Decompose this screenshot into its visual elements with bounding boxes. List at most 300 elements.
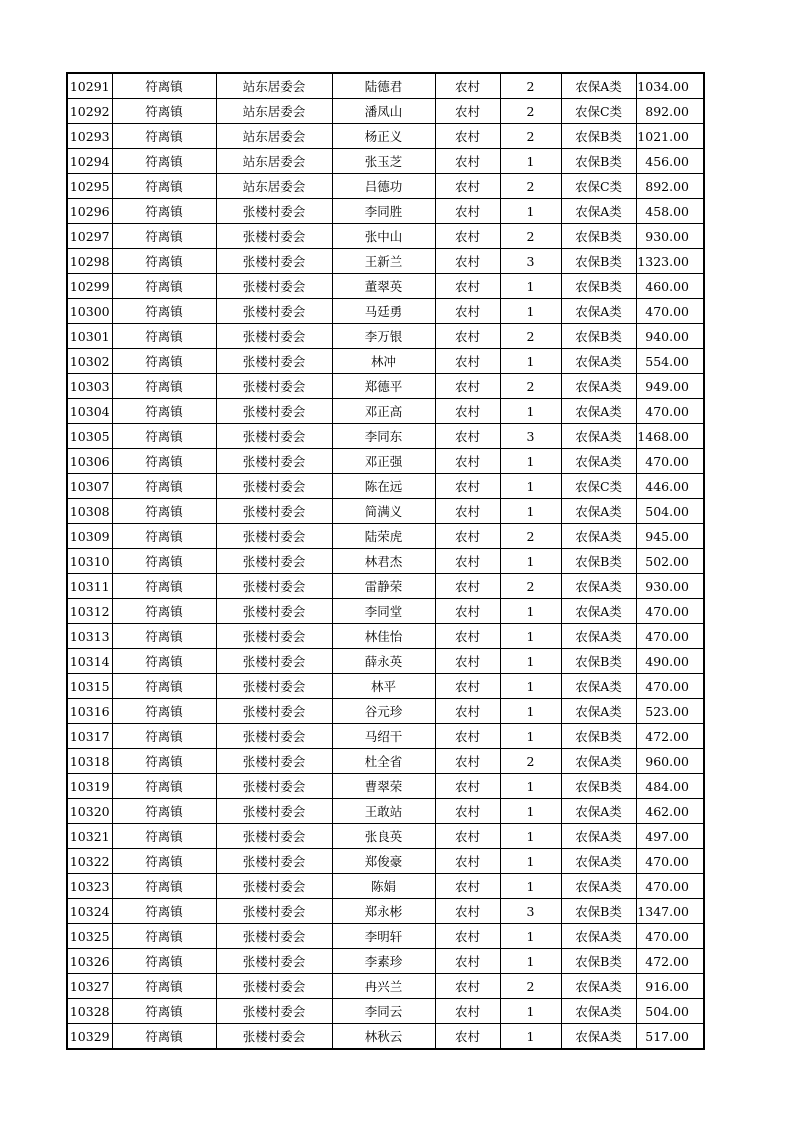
town-cell: 符离镇 <box>112 324 216 349</box>
insurance-class-cell: 农保A类 <box>561 499 636 524</box>
insurance-class-cell: 农保B类 <box>561 274 636 299</box>
town-cell: 符离镇 <box>112 874 216 899</box>
household-type-cell: 农村 <box>435 449 500 474</box>
amount-cell: 892.00 <box>636 99 704 124</box>
name-cell: 郑德平 <box>332 374 435 399</box>
town-cell: 符离镇 <box>112 199 216 224</box>
record-id-cell: 10312 <box>67 599 112 624</box>
town-cell: 符离镇 <box>112 749 216 774</box>
household-type-cell: 农村 <box>435 99 500 124</box>
household-type-cell: 农村 <box>435 674 500 699</box>
record-id-cell: 10311 <box>67 574 112 599</box>
committee-cell: 张楼村委会 <box>216 274 332 299</box>
town-cell: 符离镇 <box>112 849 216 874</box>
town-cell: 符离镇 <box>112 73 216 99</box>
amount-cell: 470.00 <box>636 299 704 324</box>
record-id-cell: 10318 <box>67 749 112 774</box>
table-row <box>67 349 704 374</box>
committee-cell: 张楼村委会 <box>216 924 332 949</box>
name-cell: 雷静荣 <box>332 574 435 599</box>
member-count-cell: 1 <box>500 924 561 949</box>
amount-cell: 484.00 <box>636 774 704 799</box>
household-type-cell: 农村 <box>435 374 500 399</box>
committee-cell: 张楼村委会 <box>216 324 332 349</box>
table-row <box>67 749 704 774</box>
amount-cell: 1347.00 <box>636 899 704 924</box>
record-id-cell: 10300 <box>67 299 112 324</box>
name-cell: 林佳怡 <box>332 624 435 649</box>
household-type-cell: 农村 <box>435 174 500 199</box>
household-type-cell: 农村 <box>435 799 500 824</box>
name-cell: 李同堂 <box>332 599 435 624</box>
insurance-class-cell: 农保A类 <box>561 824 636 849</box>
record-id-cell: 10313 <box>67 624 112 649</box>
committee-cell: 张楼村委会 <box>216 499 332 524</box>
amount-cell: 554.00 <box>636 349 704 374</box>
register-sheet <box>66 72 705 1050</box>
insurance-class-cell: 农保B类 <box>561 949 636 974</box>
household-type-cell: 农村 <box>435 874 500 899</box>
insurance-class-cell: 农保A类 <box>561 199 636 224</box>
town-cell: 符离镇 <box>112 674 216 699</box>
member-count-cell: 1 <box>500 1024 561 1050</box>
name-cell: 郑俊豪 <box>332 849 435 874</box>
committee-cell: 张楼村委会 <box>216 999 332 1024</box>
name-cell: 李素珍 <box>332 949 435 974</box>
insurance-class-cell: 农保A类 <box>561 924 636 949</box>
member-count-cell: 2 <box>500 324 561 349</box>
insurance-class-cell: 农保A类 <box>561 749 636 774</box>
household-type-cell: 农村 <box>435 73 500 99</box>
record-id-cell: 10321 <box>67 824 112 849</box>
table-row <box>67 73 704 99</box>
table-row <box>67 874 704 899</box>
amount-cell: 472.00 <box>636 724 704 749</box>
table-row <box>67 149 704 174</box>
committee-cell: 张楼村委会 <box>216 399 332 424</box>
table-row <box>67 374 704 399</box>
insurance-class-cell: 农保B类 <box>561 149 636 174</box>
town-cell: 符离镇 <box>112 824 216 849</box>
name-cell: 陈在远 <box>332 474 435 499</box>
member-count-cell: 2 <box>500 574 561 599</box>
table-row <box>67 299 704 324</box>
household-type-cell: 农村 <box>435 524 500 549</box>
committee-cell: 站东居委会 <box>216 99 332 124</box>
insurance-class-cell: 农保A类 <box>561 799 636 824</box>
member-count-cell: 1 <box>500 699 561 724</box>
committee-cell: 张楼村委会 <box>216 599 332 624</box>
table-row <box>67 424 704 449</box>
town-cell: 符离镇 <box>112 774 216 799</box>
insurance-class-cell: 农保B类 <box>561 249 636 274</box>
member-count-cell: 1 <box>500 949 561 974</box>
record-id-cell: 10295 <box>67 174 112 199</box>
table-row <box>67 624 704 649</box>
insurance-class-cell: 农保A类 <box>561 999 636 1024</box>
insurance-class-cell: 农保A类 <box>561 524 636 549</box>
household-type-cell: 农村 <box>435 549 500 574</box>
household-type-cell: 农村 <box>435 649 500 674</box>
committee-cell: 站东居委会 <box>216 174 332 199</box>
town-cell: 符离镇 <box>112 949 216 974</box>
committee-cell: 张楼村委会 <box>216 374 332 399</box>
insurance-class-cell: 农保A类 <box>561 574 636 599</box>
household-type-cell: 农村 <box>435 774 500 799</box>
name-cell: 林君杰 <box>332 549 435 574</box>
town-cell: 符离镇 <box>112 249 216 274</box>
member-count-cell: 2 <box>500 749 561 774</box>
member-count-cell: 1 <box>500 274 561 299</box>
household-type-cell: 农村 <box>435 349 500 374</box>
amount-cell: 1021.00 <box>636 124 704 149</box>
table-row <box>67 574 704 599</box>
amount-cell: 470.00 <box>636 399 704 424</box>
town-cell: 符离镇 <box>112 149 216 174</box>
name-cell: 李同云 <box>332 999 435 1024</box>
table-row <box>67 899 704 924</box>
table-row <box>67 99 704 124</box>
record-id-cell: 10320 <box>67 799 112 824</box>
committee-cell: 站东居委会 <box>216 124 332 149</box>
name-cell: 郑永彬 <box>332 899 435 924</box>
insurance-class-cell: 农保C类 <box>561 474 636 499</box>
town-cell: 符离镇 <box>112 499 216 524</box>
committee-cell: 张楼村委会 <box>216 649 332 674</box>
member-count-cell: 2 <box>500 224 561 249</box>
record-id-cell: 10303 <box>67 374 112 399</box>
committee-cell: 张楼村委会 <box>216 474 332 499</box>
name-cell: 陆荣虎 <box>332 524 435 549</box>
committee-cell: 张楼村委会 <box>216 749 332 774</box>
table-row <box>67 649 704 674</box>
table-row <box>67 774 704 799</box>
amount-cell: 940.00 <box>636 324 704 349</box>
amount-cell: 1468.00 <box>636 424 704 449</box>
committee-cell: 张楼村委会 <box>216 449 332 474</box>
insurance-class-cell: 农保B类 <box>561 549 636 574</box>
household-type-cell: 农村 <box>435 299 500 324</box>
insurance-class-cell: 农保B类 <box>561 324 636 349</box>
amount-cell: 960.00 <box>636 749 704 774</box>
name-cell: 冉兴兰 <box>332 974 435 999</box>
member-count-cell: 1 <box>500 149 561 174</box>
town-cell: 符离镇 <box>112 624 216 649</box>
table-row <box>67 849 704 874</box>
name-cell: 曹翠荣 <box>332 774 435 799</box>
amount-cell: 472.00 <box>636 949 704 974</box>
member-count-cell: 1 <box>500 774 561 799</box>
name-cell: 董翠英 <box>332 274 435 299</box>
record-id-cell: 10317 <box>67 724 112 749</box>
member-count-cell: 1 <box>500 649 561 674</box>
record-id-cell: 10322 <box>67 849 112 874</box>
committee-cell: 张楼村委会 <box>216 1024 332 1050</box>
town-cell: 符离镇 <box>112 174 216 199</box>
amount-cell: 470.00 <box>636 624 704 649</box>
member-count-cell: 1 <box>500 474 561 499</box>
household-type-cell: 农村 <box>435 599 500 624</box>
table-row <box>67 399 704 424</box>
amount-cell: 949.00 <box>636 374 704 399</box>
member-count-cell: 1 <box>500 499 561 524</box>
record-id-cell: 10298 <box>67 249 112 274</box>
amount-cell: 462.00 <box>636 799 704 824</box>
town-cell: 符离镇 <box>112 924 216 949</box>
household-type-cell: 农村 <box>435 149 500 174</box>
committee-cell: 张楼村委会 <box>216 824 332 849</box>
committee-cell: 张楼村委会 <box>216 249 332 274</box>
household-type-cell: 农村 <box>435 999 500 1024</box>
record-id-cell: 10308 <box>67 499 112 524</box>
record-id-cell: 10291 <box>67 73 112 99</box>
member-count-cell: 1 <box>500 549 561 574</box>
record-id-cell: 10306 <box>67 449 112 474</box>
amount-cell: 502.00 <box>636 549 704 574</box>
amount-cell: 470.00 <box>636 849 704 874</box>
household-type-cell: 农村 <box>435 899 500 924</box>
member-count-cell: 1 <box>500 349 561 374</box>
amount-cell: 456.00 <box>636 149 704 174</box>
committee-cell: 张楼村委会 <box>216 874 332 899</box>
record-id-cell: 10305 <box>67 424 112 449</box>
amount-cell: 470.00 <box>636 874 704 899</box>
household-type-cell: 农村 <box>435 424 500 449</box>
insurance-class-cell: 农保A类 <box>561 449 636 474</box>
town-cell: 符离镇 <box>112 524 216 549</box>
insurance-class-cell: 农保A类 <box>561 599 636 624</box>
table-row <box>67 124 704 149</box>
household-type-cell: 农村 <box>435 1024 500 1050</box>
town-cell: 符离镇 <box>112 599 216 624</box>
household-type-cell: 农村 <box>435 199 500 224</box>
table-row <box>67 549 704 574</box>
name-cell: 邓正高 <box>332 399 435 424</box>
member-count-cell: 2 <box>500 524 561 549</box>
table-row <box>67 324 704 349</box>
household-type-cell: 农村 <box>435 324 500 349</box>
name-cell: 王新兰 <box>332 249 435 274</box>
table-row <box>67 224 704 249</box>
committee-cell: 张楼村委会 <box>216 974 332 999</box>
amount-cell: 930.00 <box>636 224 704 249</box>
name-cell: 李万银 <box>332 324 435 349</box>
member-count-cell: 1 <box>500 849 561 874</box>
town-cell: 符离镇 <box>112 399 216 424</box>
household-type-cell: 农村 <box>435 724 500 749</box>
table-row <box>67 974 704 999</box>
committee-cell: 站东居委会 <box>216 149 332 174</box>
table-row <box>67 449 704 474</box>
committee-cell: 张楼村委会 <box>216 899 332 924</box>
record-id-cell: 10299 <box>67 274 112 299</box>
table-row <box>67 199 704 224</box>
amount-cell: 490.00 <box>636 649 704 674</box>
insurance-class-cell: 农保C类 <box>561 174 636 199</box>
insurance-class-cell: 农保A类 <box>561 349 636 374</box>
town-cell: 符离镇 <box>112 899 216 924</box>
table-row <box>67 949 704 974</box>
town-cell: 符离镇 <box>112 1024 216 1050</box>
committee-cell: 张楼村委会 <box>216 224 332 249</box>
table-row <box>67 724 704 749</box>
town-cell: 符离镇 <box>112 699 216 724</box>
name-cell: 简满义 <box>332 499 435 524</box>
table-row <box>67 274 704 299</box>
table-row <box>67 474 704 499</box>
member-count-cell: 3 <box>500 249 561 274</box>
insurance-class-cell: 农保A类 <box>561 374 636 399</box>
record-id-cell: 10294 <box>67 149 112 174</box>
table-row <box>67 699 704 724</box>
member-count-cell: 1 <box>500 199 561 224</box>
member-count-cell: 1 <box>500 874 561 899</box>
insurance-class-cell: 农保A类 <box>561 399 636 424</box>
household-type-cell: 农村 <box>435 274 500 299</box>
committee-cell: 张楼村委会 <box>216 574 332 599</box>
member-count-cell: 3 <box>500 424 561 449</box>
record-id-cell: 10315 <box>67 674 112 699</box>
name-cell: 杜全省 <box>332 749 435 774</box>
committee-cell: 张楼村委会 <box>216 724 332 749</box>
town-cell: 符离镇 <box>112 224 216 249</box>
record-id-cell: 10296 <box>67 199 112 224</box>
record-id-cell: 10324 <box>67 899 112 924</box>
amount-cell: 446.00 <box>636 474 704 499</box>
town-cell: 符离镇 <box>112 549 216 574</box>
record-id-cell: 10297 <box>67 224 112 249</box>
table-row <box>67 1024 704 1050</box>
table-row <box>67 174 704 199</box>
amount-cell: 892.00 <box>636 174 704 199</box>
name-cell: 林平 <box>332 674 435 699</box>
amount-cell: 458.00 <box>636 199 704 224</box>
amount-cell: 470.00 <box>636 449 704 474</box>
member-count-cell: 2 <box>500 99 561 124</box>
member-count-cell: 1 <box>500 624 561 649</box>
member-count-cell: 1 <box>500 599 561 624</box>
amount-cell: 470.00 <box>636 599 704 624</box>
household-type-cell: 农村 <box>435 574 500 599</box>
household-type-cell: 农村 <box>435 124 500 149</box>
name-cell: 邓正强 <box>332 449 435 474</box>
name-cell: 张玉芝 <box>332 149 435 174</box>
name-cell: 谷元珍 <box>332 699 435 724</box>
insurance-class-cell: 农保A类 <box>561 674 636 699</box>
insurance-class-cell: 农保B类 <box>561 224 636 249</box>
town-cell: 符离镇 <box>112 99 216 124</box>
register-table <box>66 72 705 1050</box>
table-row <box>67 824 704 849</box>
household-type-cell: 农村 <box>435 949 500 974</box>
insurance-class-cell: 农保A类 <box>561 299 636 324</box>
committee-cell: 张楼村委会 <box>216 299 332 324</box>
committee-cell: 张楼村委会 <box>216 424 332 449</box>
name-cell: 杨正义 <box>332 124 435 149</box>
name-cell: 马廷勇 <box>332 299 435 324</box>
town-cell: 符离镇 <box>112 724 216 749</box>
amount-cell: 916.00 <box>636 974 704 999</box>
member-count-cell: 1 <box>500 449 561 474</box>
amount-cell: 523.00 <box>636 699 704 724</box>
name-cell: 潘凤山 <box>332 99 435 124</box>
committee-cell: 张楼村委会 <box>216 349 332 374</box>
record-id-cell: 10307 <box>67 474 112 499</box>
table-row <box>67 499 704 524</box>
name-cell: 李同东 <box>332 424 435 449</box>
name-cell: 林秋云 <box>332 1024 435 1050</box>
name-cell: 林冲 <box>332 349 435 374</box>
insurance-class-cell: 农保A类 <box>561 424 636 449</box>
amount-cell: 945.00 <box>636 524 704 549</box>
amount-cell: 930.00 <box>636 574 704 599</box>
insurance-class-cell: 农保B类 <box>561 124 636 149</box>
name-cell: 李同胜 <box>332 199 435 224</box>
household-type-cell: 农村 <box>435 499 500 524</box>
household-type-cell: 农村 <box>435 224 500 249</box>
record-id-cell: 10319 <box>67 774 112 799</box>
amount-cell: 517.00 <box>636 1024 704 1050</box>
record-id-cell: 10323 <box>67 874 112 899</box>
record-id-cell: 10328 <box>67 999 112 1024</box>
record-id-cell: 10293 <box>67 124 112 149</box>
committee-cell: 张楼村委会 <box>216 624 332 649</box>
amount-cell: 1323.00 <box>636 249 704 274</box>
town-cell: 符离镇 <box>112 574 216 599</box>
household-type-cell: 农村 <box>435 824 500 849</box>
member-count-cell: 1 <box>500 824 561 849</box>
town-cell: 符离镇 <box>112 799 216 824</box>
member-count-cell: 2 <box>500 174 561 199</box>
member-count-cell: 1 <box>500 724 561 749</box>
household-type-cell: 农村 <box>435 474 500 499</box>
table-row <box>67 524 704 549</box>
record-id-cell: 10316 <box>67 699 112 724</box>
record-id-cell: 10304 <box>67 399 112 424</box>
table-row <box>67 924 704 949</box>
insurance-class-cell: 农保A类 <box>561 874 636 899</box>
record-id-cell: 10314 <box>67 649 112 674</box>
record-id-cell: 10310 <box>67 549 112 574</box>
household-type-cell: 农村 <box>435 749 500 774</box>
name-cell: 薛永英 <box>332 649 435 674</box>
household-type-cell: 农村 <box>435 249 500 274</box>
insurance-class-cell: 农保B类 <box>561 774 636 799</box>
insurance-class-cell: 农保C类 <box>561 99 636 124</box>
name-cell: 李明轩 <box>332 924 435 949</box>
record-id-cell: 10292 <box>67 99 112 124</box>
record-id-cell: 10327 <box>67 974 112 999</box>
town-cell: 符离镇 <box>112 999 216 1024</box>
member-count-cell: 1 <box>500 674 561 699</box>
record-id-cell: 10326 <box>67 949 112 974</box>
member-count-cell: 3 <box>500 899 561 924</box>
member-count-cell: 2 <box>500 124 561 149</box>
member-count-cell: 2 <box>500 73 561 99</box>
amount-cell: 470.00 <box>636 674 704 699</box>
committee-cell: 张楼村委会 <box>216 949 332 974</box>
town-cell: 符离镇 <box>112 649 216 674</box>
member-count-cell: 1 <box>500 299 561 324</box>
household-type-cell: 农村 <box>435 699 500 724</box>
record-id-cell: 10302 <box>67 349 112 374</box>
table-body <box>67 73 704 1049</box>
insurance-class-cell: 农保B类 <box>561 649 636 674</box>
amount-cell: 470.00 <box>636 924 704 949</box>
name-cell: 张良英 <box>332 824 435 849</box>
amount-cell: 504.00 <box>636 499 704 524</box>
table-row <box>67 999 704 1024</box>
